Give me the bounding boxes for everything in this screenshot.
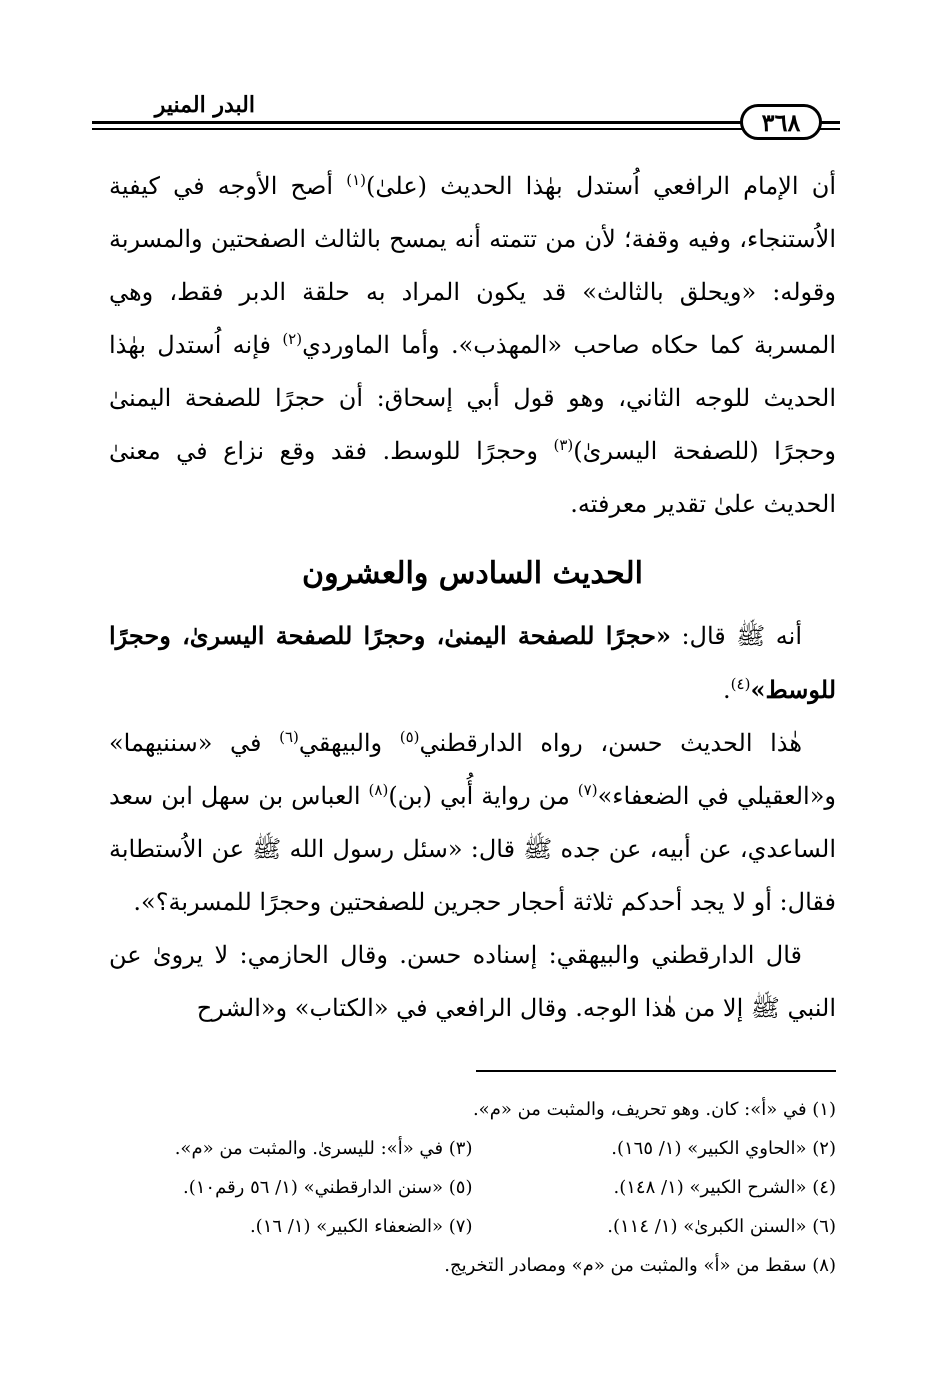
paragraph-3 [109, 717, 836, 929]
text: وحجرًا للوسط. فقد وقع نزاع في معنىٰ الحديث علىٰ تقدير معرفته. [109, 437, 836, 518]
text: هٰذا الحديث حسن، رواه الدارقطني [419, 729, 802, 757]
text: والبيهقي [298, 729, 400, 757]
footnote-5: (٥) «سنن الدارقطني» (١/ ٥٦ رقم١٠). [183, 1177, 473, 1198]
footnote-ref: (٦) [279, 728, 299, 746]
footnote-ref: (٢) [282, 330, 303, 348]
paragraph-1 [109, 160, 836, 531]
footnote-ref: (٥) [399, 728, 420, 746]
page-number: ٣٦٨ [740, 104, 822, 140]
text: أنه ﷺ قال: [670, 622, 802, 650]
footnote-3: (٣) في «أ»: لليسرىٰ. والمثبت من «م». [174, 1138, 473, 1159]
footnote-6: (٦) «السنن الكبرىٰ» (١/ ١١٤). [607, 1216, 836, 1237]
text: من رواية أُبي (بن) [388, 782, 578, 810]
footnote-7: (٧) «الضعفاء الكبير» (١/ ١٦). [249, 1216, 473, 1237]
footnote-row [109, 1168, 836, 1207]
text: فإنه اُستدل بهٰذا الحديث للوجه الثاني، وهو قول أبي إسحاق: أن حجرًا للصفحة اليمنىٰ وحجرًا (للصفحة اليسرىٰ) [109, 331, 837, 465]
text: في «سننيهما» و«العقيلي في الضعفاء» [109, 729, 836, 810]
footnote-ref: (٨) [368, 781, 389, 799]
hadith-quote: «حجرًا للصفحة اليمنىٰ، وحجرًا للصفحة اليسرىٰ، وحجرًا للوسط» [109, 621, 836, 704]
footnote-ref: (١) [346, 171, 367, 189]
text: أصح الأوجه في كيفية الاُستنجاء، وفيه وقفة؛ لأن من تتمته أنه يمسح بالثالث الصفحتين والمسربة وقوله: «ويحلق بالثالث» قد يكون المراد به حلقة الدبر فقط، وهي المسربة كما حكاه صاحب «المهذب». وأما الماوردي [109, 172, 836, 359]
footnote-ref: (٤) [730, 675, 751, 693]
text: أن الإمام الرافعي اُستدل بهٰذا الحديث (علىٰ) [366, 172, 836, 200]
footnote-4: (٤) «الشرح الكبير» (١/ ١٤٨). [613, 1177, 836, 1198]
header-rule-thick [92, 121, 840, 124]
footnote-row [109, 1129, 836, 1168]
footnotes [109, 1090, 836, 1285]
footnote-2: (٢) «الحاوي الكبير» (١/ ١٦٥). [611, 1138, 836, 1159]
footnote-row [109, 1207, 836, 1246]
footnote-separator [476, 1070, 836, 1072]
paragraph-4: قال الدارقطني والبيهقي: إسناده حسن. وقال الحازمي: لا يروىٰ عن النبي ﷺ إلا من هٰذا الوجه. وقال الرافعي في «الكتاب» و«الشرح [109, 941, 836, 1022]
text: العباس بن سهل ابن سعد الساعدي، عن أبيه، عن جده ﷺ قال: «سئل رسول الله ﷺ عن الاُستطابة فقال: أو لا يجد أحدكم ثلاثة أحجار حجرين للصفحتين وحجرًا للمسربة؟». [109, 782, 836, 916]
text: . [723, 676, 731, 704]
running-title: البدر المنير [154, 92, 255, 118]
paragraph-2 [109, 609, 836, 717]
header-rule-thin [92, 128, 840, 130]
page-header [92, 92, 840, 142]
section-heading: الحديث السادس والعشرون [302, 556, 643, 591]
footnote-8: (٨) سقط من «أ» والمثبت من «م» ومصادر التخريج. [444, 1255, 836, 1276]
footnote-1: (١) في «أ»: كان. وهو تحريف، والمثبت من «م». [472, 1099, 836, 1120]
main-text [109, 160, 836, 1035]
footnote-ref: (٣) [553, 436, 574, 454]
footnote-ref: (٧) [577, 781, 598, 799]
